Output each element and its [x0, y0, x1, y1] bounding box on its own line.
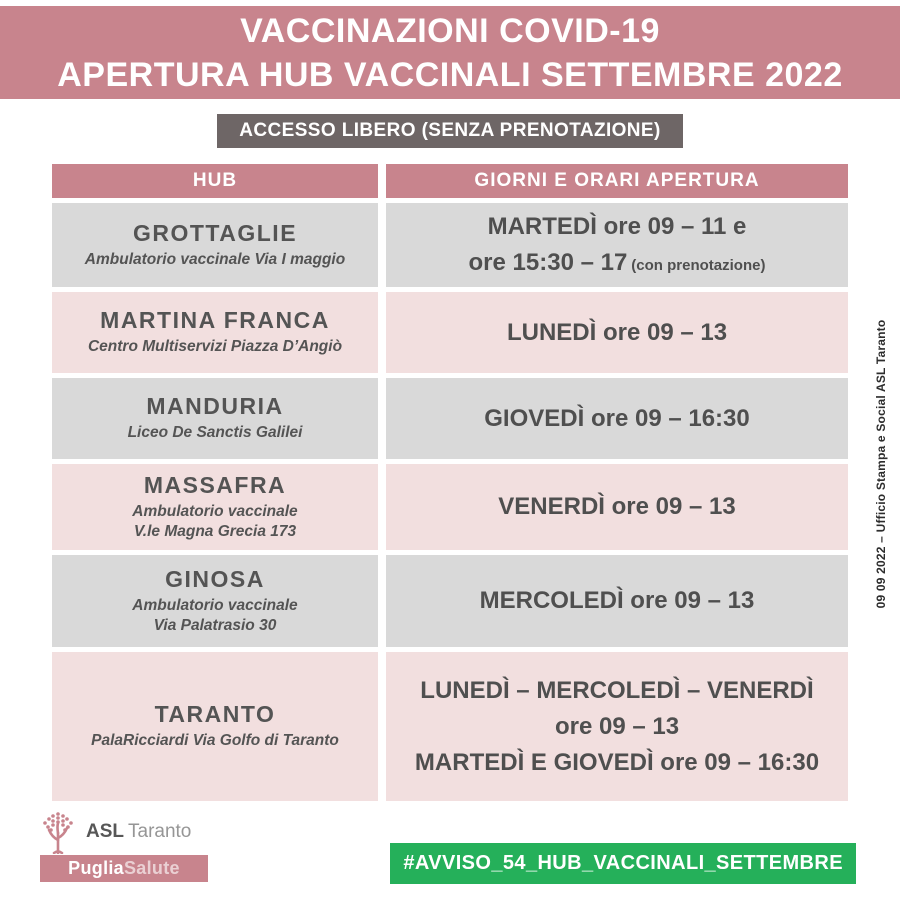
schedule-note: (con prenotazione) [631, 257, 766, 274]
hub-cell-manduria [52, 378, 378, 459]
hub-location: Via Palatrasio 30 [153, 617, 277, 634]
schedule-line: MARTEDÌ ore 09 – 11 e [487, 213, 747, 240]
asl-logo-top [40, 810, 208, 854]
hub-location: Ambulatorio vaccinale [132, 502, 298, 520]
hub-cell-ginosa [52, 555, 378, 647]
salute-label: Salute [123, 858, 180, 878]
schedule-cell-grottaglie [386, 203, 848, 287]
column-header-schedule: GIORNI E ORARI APERTURA [386, 164, 848, 198]
hub-name: GINOSA [165, 565, 265, 592]
hub-name: TARANTO [154, 701, 276, 728]
asl-label: ASL [86, 821, 124, 842]
press-office-note: 09 09 2022 – Ufficio Stampa e Social ASL Taranto [874, 319, 888, 609]
asl-logo-text [86, 821, 191, 843]
hub-cell-taranto [52, 652, 378, 801]
hub-location: PalaRicciardi Via Golfo di Taranto [91, 732, 339, 750]
hub-cell-grottaglie [52, 203, 378, 287]
schedule-cell-manduria [386, 378, 848, 459]
schedule-cell-martina-franca [386, 292, 848, 373]
hub-name: GROTTAGLIE [132, 219, 298, 246]
schedule-line: LUNEDÌ ore 09 – 13 [506, 318, 728, 346]
header-banner [0, 6, 900, 99]
schedule-line: GIOVEDÌ ore 09 – 16:30 [484, 404, 750, 432]
schedule-cell-massafra [386, 464, 848, 550]
page-subtitle: APERTURA HUB VACCINALI SETTEMBRE 2022 [57, 55, 843, 94]
asl-region-label: Taranto [128, 821, 192, 842]
access-badge: ACCESSO LIBERO (SENZA PRENOTAZIONE) [217, 114, 682, 148]
hub-location: Ambulatorio vaccinale Via I maggio [84, 250, 346, 268]
puglia-label: Puglia [68, 858, 124, 878]
schedule-line: MARTEDÌ E GIOVEDÌ ore 09 – 16:30 [414, 748, 820, 776]
hub-name: MASSAFRA [143, 471, 287, 498]
schedule-cell-taranto [386, 652, 848, 801]
schedule-line [469, 245, 766, 281]
page-title: VACCINAZIONI COVID-19 [240, 11, 660, 50]
hub-cell-massafra [52, 464, 378, 550]
schedule-time: ore 15:30 – 17 [468, 249, 628, 276]
hub-location: Ambulatorio vaccinale [132, 596, 298, 614]
hub-cell-martina-franca [52, 292, 378, 373]
hub-name: MARTINA FRANCA [100, 307, 330, 334]
hub-name: MANDURIA [146, 393, 284, 420]
hub-location: Centro Multiservizi Piazza D’Angiò [87, 338, 343, 356]
column-header-hub: HUB [52, 164, 378, 198]
schedule-line: LUNEDÌ – MERCOLEDÌ – VENERDÌ [420, 676, 814, 704]
schedule-line: MERCOLEDÌ ore 09 – 13 [479, 587, 755, 614]
schedule-cell-ginosa [386, 555, 848, 647]
hub-schedule-table [52, 164, 848, 801]
footer [0, 810, 900, 902]
hub-location: Liceo De Sanctis Galilei [127, 424, 303, 442]
hashtag-badge: #AVVISO_54_HUB_VACCINALI_SETTEMBRE [390, 843, 856, 884]
access-badge-row [0, 114, 900, 147]
schedule-line: VENERDÌ ore 09 – 13 [498, 493, 736, 520]
hub-location: V.le Magna Grecia 173 [133, 523, 297, 540]
olive-tree-icon [40, 810, 76, 854]
schedule-line: ore 09 – 13 [554, 712, 680, 740]
asl-taranto-logo [40, 810, 208, 882]
puglia-salute-bar [40, 855, 208, 882]
